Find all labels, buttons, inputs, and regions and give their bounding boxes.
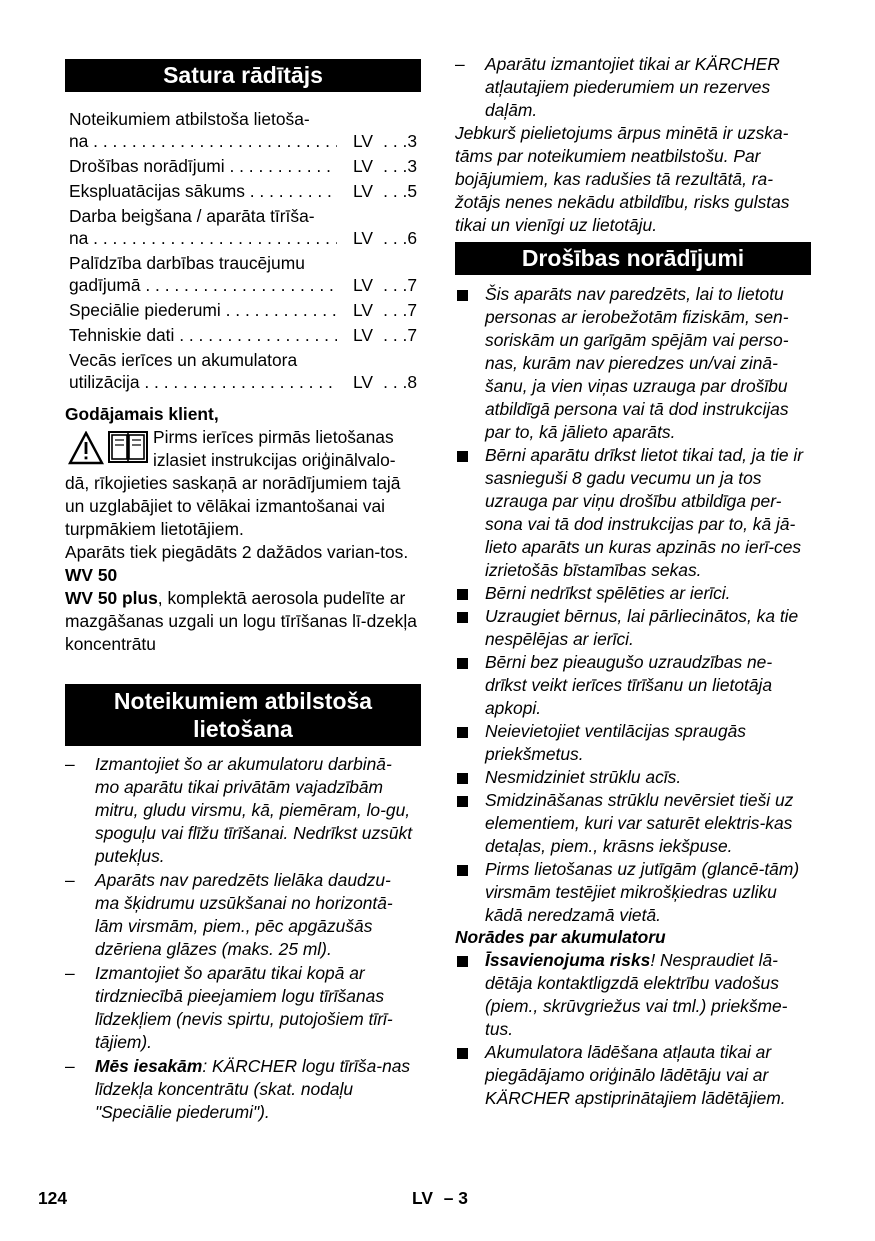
toc-entry[interactable] bbox=[69, 299, 417, 321]
toc-entry-lang: LV bbox=[353, 372, 373, 392]
list-item: Smidzināšanas strūklu nevērsiet tieši uz elementiem, kuri var saturēt elektris-kas detaļas, piem., krāsns iekšpuse. bbox=[455, 789, 811, 858]
toc-entry[interactable] bbox=[69, 155, 417, 177]
toc-entry-page: . . .6 bbox=[383, 228, 417, 248]
toc-entry-text: na . . . bbox=[69, 227, 337, 249]
toc-entry[interactable] bbox=[69, 108, 417, 152]
intro-line-2: izlasiet instrukcijas oriģinālvalo- bbox=[153, 450, 396, 470]
proper-use-heading: Noteikumiem atbilstoša lietošana bbox=[65, 684, 421, 746]
toc-entry-line: Darba beigšana / aparāta tīrīša- bbox=[69, 206, 315, 226]
toc-entry-lang: LV bbox=[353, 181, 373, 201]
list-item: Neievietojiet ventilācijas spraugās priekšmetus. bbox=[455, 720, 811, 766]
bullet-square-icon bbox=[457, 956, 468, 967]
list-item: Bērni bez pieaugušo uzraudzības ne-drīkst veikt ierīces tīrīšanu un lietotāja apkopi. bbox=[455, 651, 811, 720]
toc-entry-lang: LV bbox=[353, 156, 373, 176]
intro-text: dā, rīkojieties saskaņā ar norādījumiem tajā un uzglabājiet to vēlākai izmantošanai vai turpmākiem lietotājiem. bbox=[65, 473, 401, 539]
recommend-text: : KÄRCHER logu tīrīša-nas līdzekļa koncentrātu (skat. nodaļu "Speciālie piederumi"). bbox=[95, 1056, 411, 1122]
toc-entry[interactable] bbox=[69, 205, 417, 249]
toc-entry-lang: LV bbox=[353, 300, 373, 320]
bullet-square-icon bbox=[457, 773, 468, 784]
section-code: LV bbox=[412, 1188, 433, 1208]
toc-entry-text: Drošības norādījumi . . . bbox=[69, 155, 337, 177]
battery-list bbox=[455, 949, 811, 1110]
intro-line-1: Pirms ierīces pirmās lietošanas bbox=[153, 427, 394, 447]
bullet-square-icon bbox=[457, 1048, 468, 1059]
list-item: Pirms lietošanas uz jutīgām (glancē-tām) virsmām testējiet mikrošķiedras uzliku kādā neredzamā vietā. bbox=[455, 858, 811, 927]
manual-book-icon bbox=[107, 430, 149, 464]
toc-entry[interactable] bbox=[69, 180, 417, 202]
toc-entry-page: . . .7 bbox=[383, 300, 417, 320]
bullet-square-icon bbox=[457, 796, 468, 807]
battery-risk-label: Īssavienojuma risks bbox=[485, 950, 651, 970]
bullet-square-icon bbox=[457, 658, 468, 669]
list-item bbox=[455, 949, 811, 1041]
bullet-square-icon bbox=[457, 451, 468, 462]
list-item bbox=[65, 1055, 413, 1124]
toc-entry-page: . . .8 bbox=[383, 372, 417, 392]
toc-entry[interactable] bbox=[69, 252, 417, 296]
bullet-square-icon bbox=[457, 727, 468, 738]
toc-entry-page: . . .5 bbox=[383, 181, 417, 201]
list-item: – Aparātu izmantojiet tikai ar KÄRCHER atļautajiem piederumiem un rezerves daļām. bbox=[455, 53, 809, 122]
list-item: Nesmidziniet strūklu acīs. bbox=[455, 766, 811, 789]
toc-entry[interactable] bbox=[69, 349, 417, 393]
toc-entry-line: Noteikumiem atbilstoša lietoša- bbox=[69, 109, 310, 129]
list-item: Bērni aparātu drīkst lietot tikai tad, ja tie ir sasnieguši 8 gadu vecumu un ja tos uzrauga par viņu drošību atbildīga per-sona vai tā dod instrukcijas par to, kā jā-lieto aparāts un kuras apzinās no ierī-ces izrietošās bīstamības sekas. bbox=[455, 444, 811, 582]
model-wv50: WV 50 bbox=[65, 565, 118, 585]
list-item: – Izmantojiet šo aparātu tikai kopā ar tirdzniecībā pieejamiem logu tīrīšanas līdzekļiem (nevis spirtu, putojošiem tīrī-tājiem). bbox=[65, 962, 413, 1054]
toc-entry-text: gadījumā . . . bbox=[69, 274, 337, 296]
toc-entry-line: Vecās ierīces un akumulatora bbox=[69, 350, 298, 370]
bullet-square-icon bbox=[457, 865, 468, 876]
section-page: – 3 bbox=[443, 1188, 468, 1208]
toc-entry-text: Speciālie piederumi . . . bbox=[69, 299, 337, 321]
proper-use-list bbox=[65, 753, 413, 1124]
list-item: Uzraugiet bērnus, lai pārliecinātos, ka tie nespēlējas ar ierīci. bbox=[455, 605, 811, 651]
list-item: Akumulatora lādēšana atļauta tikai ar piegādājamo oriģinālo lādētāju vai ar KÄRCHER apstiprinātajiem lādētājiem. bbox=[455, 1041, 811, 1110]
model-wv50plus-text bbox=[65, 587, 421, 656]
toc-entry-page: . . .3 bbox=[383, 131, 417, 151]
battery-risk-text: ! Nespraudiet lā-dētāja kontaktligzdā elektrību vadošus (piem., skrūvgriežus vai tml.) priekšme-tus. bbox=[485, 950, 788, 1039]
toc-entry-text: Tehniskie dati . . . bbox=[69, 324, 337, 346]
toc-heading: Satura rādītājs bbox=[65, 59, 421, 92]
bullet-square-icon bbox=[457, 589, 468, 600]
model-wv50plus-desc: , komplektā aerosola pudelīte ar mazgāšanas uzgali un logu tīrīšanas lī-dzekļa koncentrātu bbox=[65, 588, 417, 654]
battery-heading: Norādes par akumulatoru bbox=[455, 927, 666, 947]
greeting: Godājamais klient, bbox=[65, 404, 219, 424]
list-item: – Izmantojiet šo ar akumulatoru darbinā-mo aparātu tikai privātām vajadzībām mitru, gludu virsmu, kā, piemēram, lo-gu, spoguļu vai flīžu tīrīšanai. Nedrīkst uzsūkt putekļus. bbox=[65, 753, 413, 868]
toc-entry-lang: LV bbox=[353, 131, 373, 151]
warning-triangle-icon bbox=[68, 431, 104, 465]
safety-heading: Drošības norādījumi bbox=[455, 242, 811, 275]
toc-entry-text: na . . . bbox=[69, 130, 337, 152]
page-number: 124 bbox=[38, 1188, 68, 1208]
bullet-square-icon bbox=[457, 612, 468, 623]
toc-entry-text: Ekspluatācijas sākums . . . bbox=[69, 180, 337, 202]
disclaimer-text: Jebkurš pielietojums ārpus minētā ir uzska-tāms par noteikumiem neatbilstošu. Par bojājumiem, kas radušies tā rezultātā, ra-žotājs nenes nekādu atbildību, risks gulstas tikai un vienīgi uz lietotāju. bbox=[455, 123, 790, 235]
variants-text: Aparāts tiek piegādāts 2 dažādos varian-tos. bbox=[65, 542, 409, 562]
list-item: Bērni nedrīkst spēlēties ar ierīci. bbox=[455, 582, 811, 605]
toc-entry-text: utilizācija . . . bbox=[69, 371, 337, 393]
list-item: Šis aparāts nav paredzēts, lai to lietotu personas ar ierobežotām fiziskām, sen-soriskām un garīgām spējām vai perso-nas, kurām nav pieredzes un/vai zinā-šanu, ja vien viņas uzrauga par drošību atbildīgā persona vai tā dod instrukcijas par to, kā jālieto aparāts. bbox=[455, 283, 811, 444]
section-footer bbox=[412, 1188, 468, 1209]
toc-entry[interactable] bbox=[69, 324, 417, 346]
list-item: – Aparāts nav paredzēts lielāka daudzu-ma šķidrumu uzsūkšanai no horizontā-lām virsmām, piem., pēc apgāzušās dzēriena glāzes (maks. 25 ml). bbox=[65, 869, 413, 961]
toc-entry-page: . . .7 bbox=[383, 325, 417, 345]
recommend-label: Mēs iesakām bbox=[95, 1056, 203, 1076]
model-wv50plus: WV 50 plus bbox=[65, 588, 158, 608]
toc-entry-page: . . .7 bbox=[383, 275, 417, 295]
toc-entry-line: Palīdzība darbības traucējumu bbox=[69, 253, 305, 273]
toc-entry-lang: LV bbox=[353, 325, 373, 345]
intro-section bbox=[65, 403, 421, 656]
bullet-square-icon bbox=[457, 290, 468, 301]
safety-list bbox=[455, 283, 811, 927]
toc-entry-lang: LV bbox=[353, 275, 373, 295]
toc-entry-page: . . .3 bbox=[383, 156, 417, 176]
table-of-contents bbox=[69, 108, 417, 396]
toc-entry-lang: LV bbox=[353, 228, 373, 248]
accessories-list bbox=[455, 53, 809, 122]
